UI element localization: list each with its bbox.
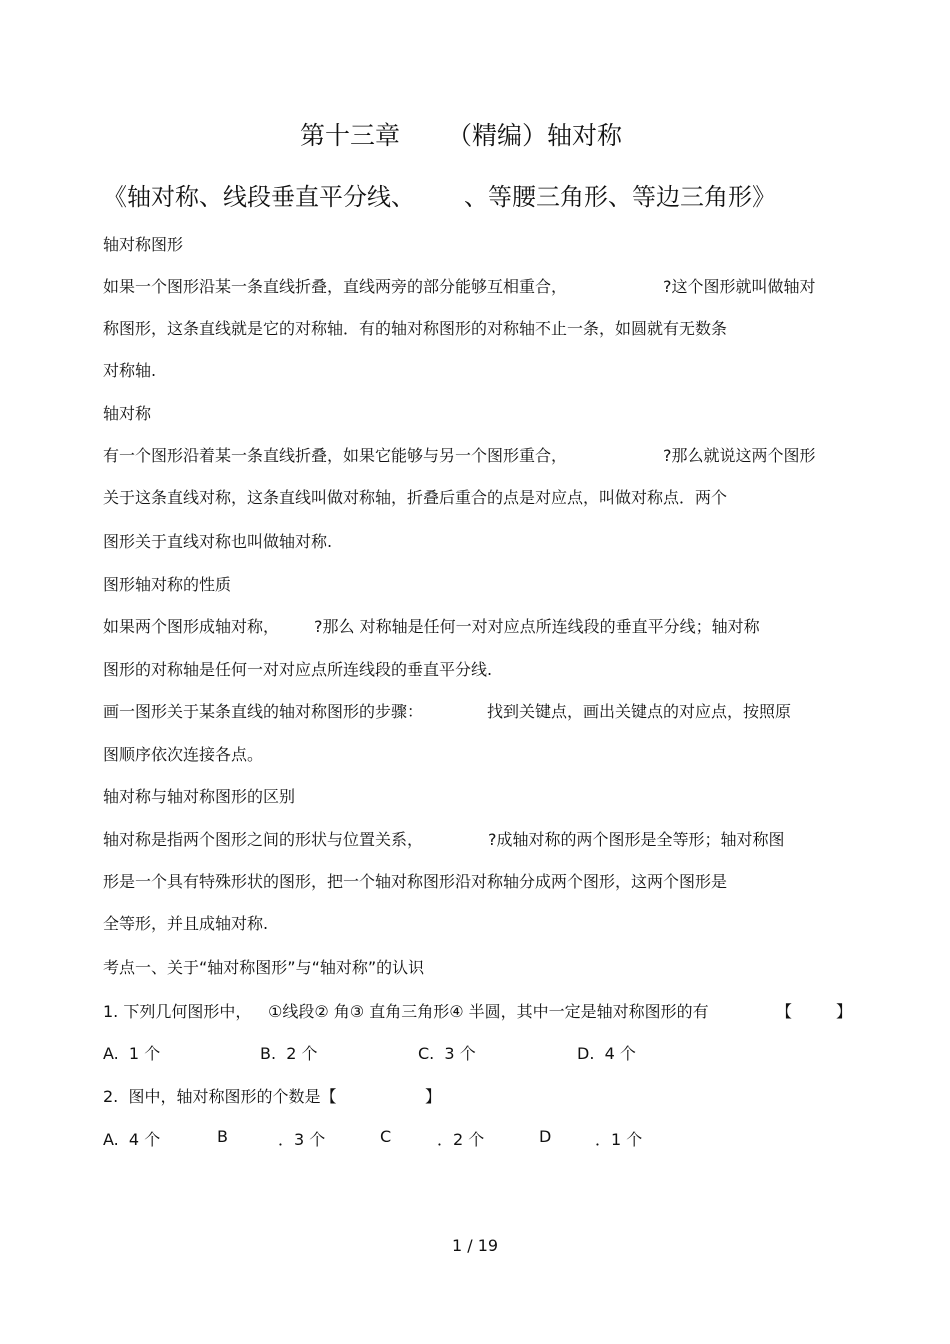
question-1-bracket-open: 【 xyxy=(776,1002,793,1021)
axis-figure-line2: 称图形，这条直线就是它的对称轴．有的轴对称图形的对称轴不止一条，如圆就有无数条 xyxy=(103,319,728,338)
properties-line1b: ?那么 对称轴是任何一对对应点所连线段的垂直平分线；轴对称 xyxy=(314,617,760,636)
question-1-bracket-close: 】 xyxy=(836,1002,853,1021)
question-1-option-b: B. 2 个 xyxy=(260,1044,318,1063)
subtitle-part2: 、等腰三角形、等边三角形》 xyxy=(464,183,776,211)
axis-symmetry-line1a: 有一个图形沿着某一条直线折叠，如果它能够与另一个图形重合， xyxy=(103,446,568,465)
question-2-option-c-letter: C xyxy=(380,1127,392,1146)
difference-line1a: 轴对称是指两个图形之间的形状与位置关系， xyxy=(103,830,424,849)
subtitle-part1: 《轴对称、线段垂直平分线、 xyxy=(103,183,415,211)
difference-line3: 全等形，并且成轴对称. xyxy=(103,914,269,933)
axis-figure-line1b: ?这个图形就叫做轴对 xyxy=(663,277,816,296)
axis-figure-line3: 对称轴. xyxy=(103,361,157,380)
question-2-option-b: ．3 个 xyxy=(278,1130,326,1149)
question-1-option-c: C. 3 个 xyxy=(418,1044,476,1063)
question-2-option-a: A. 4 个 xyxy=(103,1130,161,1149)
difference-line1b: ?成轴对称的两个图形是全等形；轴对称图 xyxy=(488,830,785,849)
properties-line3a: 画一图形关于某条直线的轴对称图形的步骤： xyxy=(103,702,424,721)
page-number: 1 / 19 xyxy=(452,1236,499,1255)
question-2-option-d: ．1 个 xyxy=(595,1130,643,1149)
difference-line2: 形是一个具有特殊形状的图形，把一个轴对称图形沿对称轴分成两个图形，这两个图形是 xyxy=(103,872,728,891)
question-2-bracket-close: 】 xyxy=(425,1087,442,1106)
properties-line1a: 如果两个图形成轴对称， xyxy=(103,617,280,636)
section-heading-axis-figure: 轴对称图形 xyxy=(103,235,184,254)
section-heading-difference: 轴对称与轴对称图形的区别 xyxy=(103,787,296,806)
axis-symmetry-line3: 图形关于直线对称也叫做轴对称. xyxy=(103,532,333,551)
properties-line2: 图形的对称轴是任何一对对应点所连线段的垂直平分线. xyxy=(103,660,493,679)
question-2-text: 2. 图中，轴对称图形的个数是【 xyxy=(103,1087,337,1106)
question-1-items: ①线段② 角③ 直角三角形④ 半圆，其中一定是轴对称图形的有 xyxy=(268,1002,709,1021)
question-2-option-c: ．2 个 xyxy=(437,1130,485,1149)
section-heading-axis-symmetry: 轴对称 xyxy=(103,404,152,423)
question-2-option-d-letter: D xyxy=(539,1127,552,1146)
section-heading-properties: 图形轴对称的性质 xyxy=(103,575,232,594)
axis-symmetry-line2: 关于这条直线对称，这条直线叫做对称轴，折叠后重合的点是对应点，叫做对称点．两个 xyxy=(103,488,728,507)
properties-line3b: 找到关键点，画出关键点的对应点，按照原 xyxy=(487,702,792,721)
axis-figure-line1a: 如果一个图形沿某一条直线折叠，直线两旁的部分能够互相重合， xyxy=(103,277,568,296)
exam-heading: 考点一、关于“轴对称图形”与“轴对称”的认识 xyxy=(103,958,425,977)
axis-symmetry-line1b: ?那么就说这两个图形 xyxy=(663,446,816,465)
question-1-text: 1. 下列几何图形中， xyxy=(103,1002,252,1021)
question-1-option-d: D. 4 个 xyxy=(577,1044,636,1063)
question-1-option-a: A. 1 个 xyxy=(103,1044,161,1063)
properties-line4: 图顺序依次连接各点。 xyxy=(103,745,264,764)
question-2-option-b-letter: B xyxy=(217,1127,228,1146)
chapter-title: 第十三章 xyxy=(300,121,401,150)
chapter-topic: （精编）轴对称 xyxy=(447,121,623,150)
